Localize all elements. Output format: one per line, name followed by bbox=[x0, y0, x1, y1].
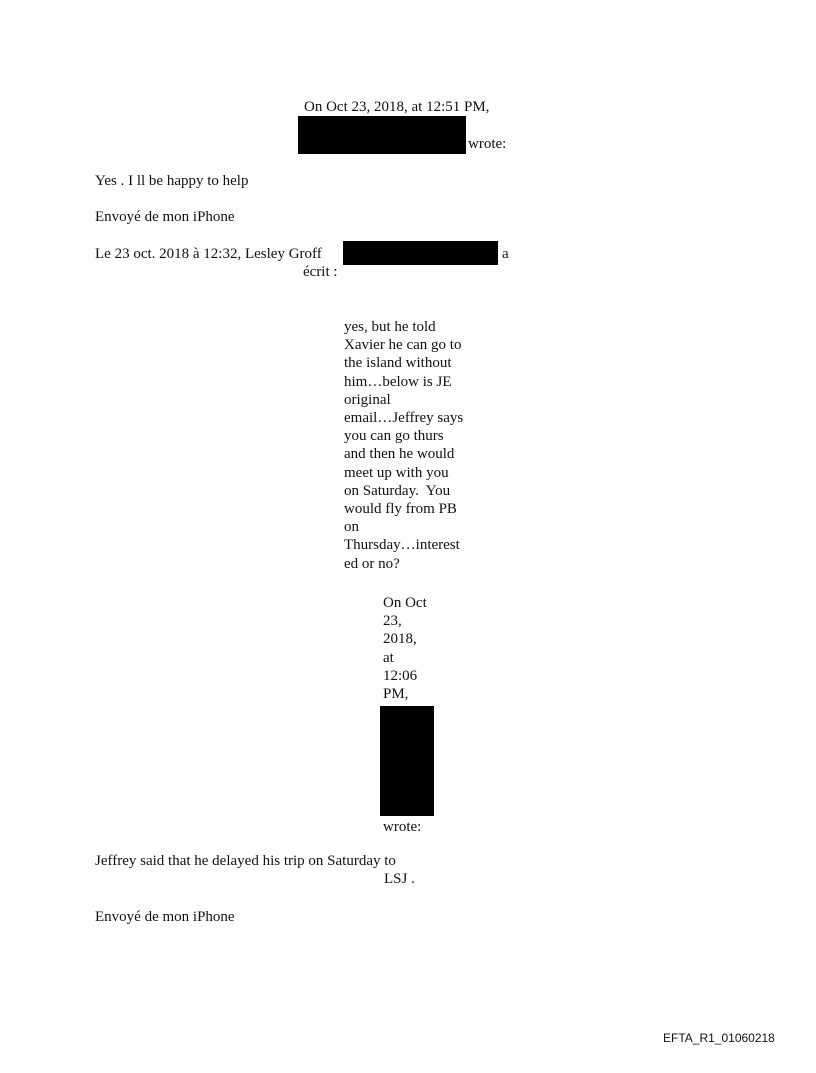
quoted-message-line: yes, but he told bbox=[344, 319, 436, 335]
nested-header bbox=[383, 594, 427, 703]
quoted-message-line: you can go thurs bbox=[344, 428, 444, 445]
nested-header-line: PM, bbox=[383, 686, 409, 703]
nested-header-line: 12:06 bbox=[383, 667, 418, 684]
nested-header-line: at bbox=[383, 649, 394, 666]
wrote-label: wrote: bbox=[468, 136, 507, 152]
quoted-message-line: Xavier he can go to bbox=[344, 337, 462, 354]
quoted-header-prefix: Le 23 oct. 2018 à 12:32, Lesley Groff bbox=[95, 246, 322, 262]
quoted-message-line: meet up with you bbox=[344, 464, 449, 481]
quoted-message-line: would fly from PB bbox=[344, 501, 457, 518]
nested-signature: Envoyé de mon iPhone bbox=[95, 909, 235, 925]
quoted-message-line: the island without bbox=[344, 355, 452, 372]
quoted-message-line: email…Jeffrey says bbox=[344, 410, 464, 427]
quoted-message-line: on Saturday. You bbox=[344, 482, 451, 499]
quoted-message-line: him…below is JE bbox=[344, 373, 452, 390]
nested-header-line: On Oct bbox=[383, 595, 427, 611]
email-date-line: On Oct 23, 2018, at 12:51 PM, bbox=[304, 99, 490, 115]
redaction-block-sender bbox=[298, 116, 466, 154]
reply-signature: Envoyé de mon iPhone bbox=[95, 209, 235, 225]
quoted-message-line: original bbox=[344, 391, 391, 408]
reply-text: Yes . I ll be happy to help bbox=[95, 173, 249, 189]
nested-message-line: Jeffrey said that he delayed his trip on Saturday to bbox=[95, 853, 396, 869]
quoted-message-line: ed or no? bbox=[344, 555, 400, 572]
nested-header-line: 23, bbox=[383, 613, 402, 630]
quoted-header-suffix: a bbox=[502, 246, 509, 262]
redaction-block-email bbox=[343, 241, 498, 265]
nested-message-line: LSJ . bbox=[384, 871, 415, 887]
quoted-message bbox=[344, 318, 463, 573]
nested-wrote-label: wrote: bbox=[383, 819, 422, 835]
quoted-message-line: on bbox=[344, 519, 359, 536]
quoted-message-line: and then he would bbox=[344, 446, 455, 463]
document-id: EFTA_R1_01060218 bbox=[663, 1031, 775, 1045]
quoted-header-ecrit: écrit : bbox=[303, 264, 338, 280]
quoted-message-line: Thursday…interest bbox=[344, 537, 460, 554]
redaction-block-nested-sender bbox=[380, 706, 434, 816]
nested-header-line: 2018, bbox=[383, 631, 417, 648]
